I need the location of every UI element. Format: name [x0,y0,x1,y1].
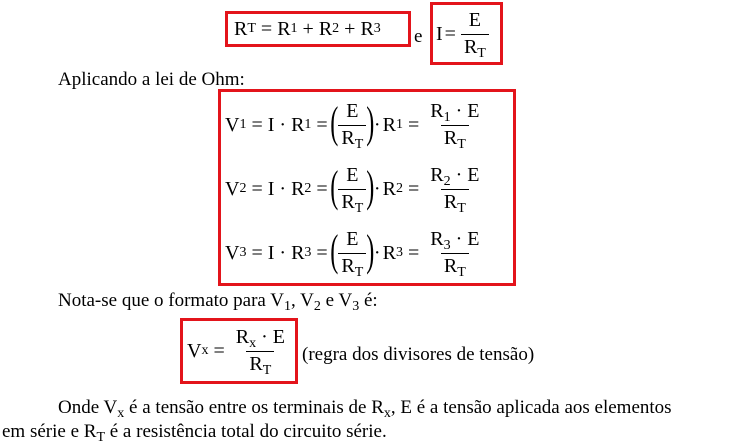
note-text: Nota-se que o formato para $V_1$, $V_2$ e $V_3$ é: [58,290,378,314]
current-fraction: $\frac{E}{R_T}$ [461,9,489,59]
ohm-row-3: V 3 = I · R 3 = ( $\frac{E}{R_T}$ ) · R 3 = $\frac{R_3 \cdot E}{R_T}$ [225,226,480,280]
conjunction-e: e [414,26,423,47]
voltage-divider-equation: V x = $\frac{R_x \cdot E}{R_T}$ [187,326,285,378]
closing-line-1: Onde $V_x$ é a tensão entre os terminais de $R_x$, E é a tensão aplicada aos elementos [58,397,672,421]
divider-caption: (regra dos divisores de tensão) [302,344,535,365]
ohm-row-1: V 1 = I · R 1 = ( $\frac{E}{R_T}$ ) · R 1 = $\frac{R_1 \cdot E}{R_T}$ [225,98,480,152]
ohm-row-2: V 2 = I · R 2 = ( $\frac{E}{R_T}$ ) · R 2 = $\frac{R_2 \cdot E}{R_T}$ [225,162,480,216]
current-equation: I = $\frac{E}{R_T}$ [436,6,492,62]
intro-text: Aplicando a lei de Ohm: [58,69,245,90]
closing-line-2: em série e $R_T$ é a resistência total do circuito série. [2,421,387,445]
total-resistance-equation: R T = R 1 + R 2 + R 3 [234,17,381,40]
